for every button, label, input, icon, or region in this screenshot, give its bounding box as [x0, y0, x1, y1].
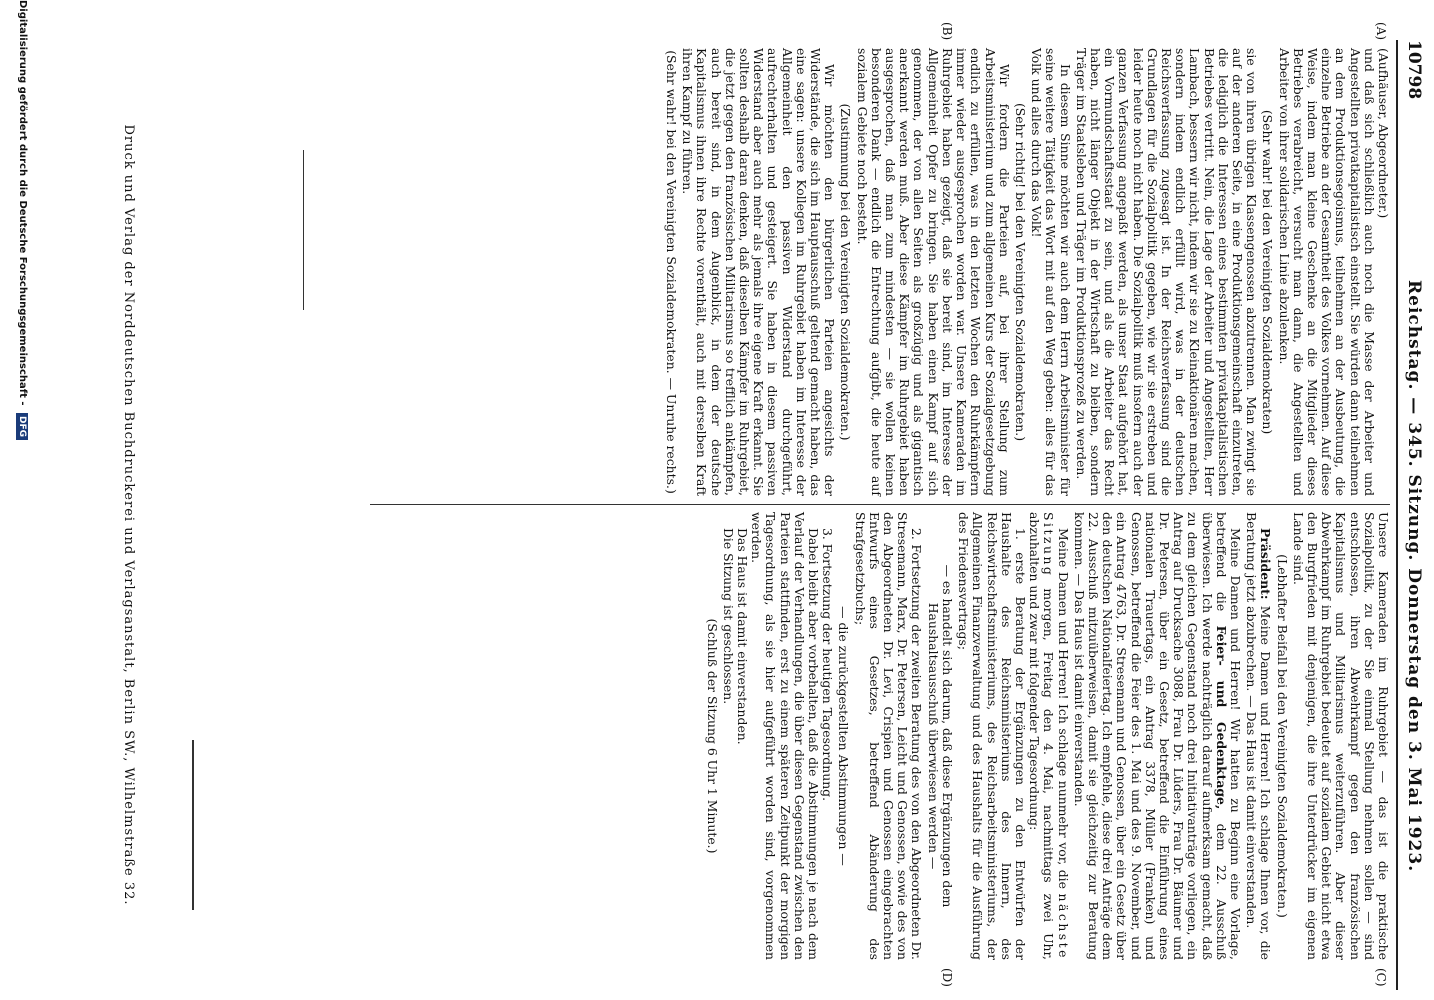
- digitization-note: [16, 0, 28, 1000]
- paragraph: Das Haus ist damit einverstanden.: [735, 528, 751, 745]
- agenda-item: 1. erste Beratung der Ergänzungen zu den Entwürfen der Haushalte des Reichsministeriums des Innern, des Reichswirtschaftsministeriums, des Reichsarbeitsministeriums, der Allgemeinen Finanzverwaltung und des Haushalts für die Ausführung des Friedensvertrags;: [956, 512, 1028, 960]
- separator-rule: [303, 150, 304, 310]
- interjection: (Sehr wahr! bei den Vereinigten Sozialdemokraten. — Unruhe rechts.): [664, 50, 680, 494]
- paragraph: Wir fordern die Parteien auf, bei ihrer Stellung zum Arbeitsministerium und zum allgemeinen Kurs der Sozialgesetzgebung endlich zu erfüllen, was in den letzten Wochen den Ruhrkämpfern immer wieder ausgesprochen worden war. Unsere Kameraden im Ruhrgebiet haben gezeigt, daß sie bereit sind, im Interesse der Allgemeinheit Opfer zu bringen. Sie haben einen Kampf auf sich genommen, der von allen Seiten als großzügig und als gigantisch anerkannt werden muß. Aber diese Kämpfer im Ruhrgebiet haben ausgesprochen, daß man zum mindesten — sie wollen keinen besonderen Dank — endlich die Entrechtung aufgibt, die heute auf sozialem Gebiete noch besteht.: [854, 48, 1012, 496]
- separator-rule: [192, 740, 194, 910]
- agenda-note: — es handelt sich darum, daß diese Ergänzungen dem Haushaltsausschuß überwiesen werden —: [925, 564, 955, 908]
- paragraph: Die Sitzung ist geschlossen.: [720, 528, 736, 705]
- page-title: Reichstag. — 345. Sitzung. Donnerstag den 3. Mai 1923.: [1404, 280, 1424, 873]
- digitization-text: Digitalisierung gefördert durch die Deutsche Forschungsgemeinschaft -: [17, 0, 28, 406]
- interjection: (Sehr richtig! bei den Vereinigten Sozialdemokraten.): [1012, 102, 1028, 442]
- paragraph: Unsere Kameraden im Ruhrgebiet — das ist die praktische Sozialpolitik, zu der Sie einmal Stellung nehmen sollen — sind entschlossen, ihren Abwehrkampf gegen den französischen Kapitalismus und Militarismus weiterzuführen. Aber dieser Abwehrkampf im Ruhrgebiet bedeutet auf sozialem Gebiet nicht etwa den Burgfrieden mit denjenigen, die ihre Unterdrücker im eigenen Lande sind.: [1290, 512, 1391, 960]
- paragraph-text: morgen, Freitag den 4. Mai, nachmittags zwei Uhr, abzuhalten und zwar mit folgender Tagesordnung:: [1027, 512, 1057, 960]
- margin-marker-c: (C): [1374, 968, 1388, 987]
- imprint: Druck und Verlag der Norddeutschen Buchdruckerei und Verlagsanstalt, Berlin SW., Wilhelmstraße 32.: [121, 124, 136, 906]
- agenda-item: 2. Fortsetzung der zweiten Beratung des von den Abgeordneten Dr. Stresemann, Marx, Dr. Petersen, Leicht und Genossen, sowie des von den Abgeordneten Dr. Levi, Crispien und Genossen eingebrachten Entwurfs eines Gesetzes, betreffend Abänderung des Strafgesetzbuchs;: [852, 512, 925, 960]
- paragraph: In diesem Sinne möchten wir auch dem Herrn Arbeitsminister für seine weitere Tätigkeit das Wort mit auf den Weg geben: alles für das Volk und alles durch das Volk!: [1029, 48, 1073, 496]
- column-divider: [370, 504, 1390, 505]
- speaker-name: (Aufhäuser, Abgeordneter.): [1376, 48, 1391, 219]
- paragraph-text: Meine Damen und Herren! Ich schlage Ihnen vor, die Beratung jetzt abzubrechen. — Das Haus ist damit einverstanden.: [1244, 512, 1274, 960]
- right-column: [702, 512, 1390, 960]
- interjection: (Lebhafter Beifall bei den Vereinigten Sozialdemokraten.): [1274, 554, 1290, 918]
- bold-term: Feier- und Gedenktage,: [1213, 625, 1229, 810]
- header-rule: [1396, 40, 1398, 990]
- paragraph-text: dem 22. Ausschuß überwiesen. Ich werde nachträglich darauf aufmerksam gemacht, daß zu dem gleichen Gegenstand noch drei Initiativanträge vorliegen, ein Antrag auf Drucksache 3088, Frau Dr. Lüders, Frau Dr. Bäumer und Dr. Petersen, über ein Gesetz, betreffend die Einführung eines nationalen Trauertags, ein Antrag 3378, Müller (Franken) und Genossen, betreffend die Feier des 1. Mai und des 9. November, und ein Antrag 4763, Dr. Stresemann und Genossen, über ein Gesetz über den deutschen Nationalfeiertag. Ich empfehle, diese drei Anträge dem 22. Ausschuß mitzuüberweisen, damit sie gleichzeitig zur Beratung kommen. — Das Haus ist damit einverstanden.: [1071, 512, 1229, 960]
- margin-marker-a: (A): [1374, 22, 1388, 41]
- interjection: (Sehr wahr! bei den Vereinigten Sozialdemokraten): [1260, 109, 1276, 435]
- margin-marker-d: (D): [940, 968, 954, 987]
- spaced-term: nächste Sitzung: [1041, 512, 1071, 960]
- paragraph: Dabei bleibt aber vorbehalten, daß die Abstimmungen je nach dem Verlauf der Verhandlungen, die über diesen Gegenstand zwischen den Parteien stattfinden, erst zu einem späteren Zeitpunkt der morgigen Tagesordnung, als sie hier aufgeführt worden sind, vorgenommen werden.: [749, 512, 822, 960]
- paragraph-text: Meine Damen und Herren! Ich schlage nunmehr vor, die: [1055, 528, 1071, 889]
- paragraph: und daß sich schließlich auch noch die Masse der Arbeiter und Angestellten privatkapitalistisch einstellt. Sie würden dann teilnehmen an dem Produktionsegoismus, teilnehmen an der Ausbeutung, die einzelne Betriebe an der Gesamtheit des Volkes vornehmen. Auf diese Weise, indem man kleine Geschenke an die Mitglieder dieses Betriebes verabreicht, versucht man dann, die Angestellten und Arbeiter von ihrer solidarischen Linie abzulenken.: [1276, 48, 1377, 496]
- agenda-item: 3. Fortsetzung der heutigen Tagesordnung.: [820, 528, 836, 802]
- paragraph-text: Meine Damen und Herren! Wir hatten zu Beginn eine Vorlage, betreffend die: [1213, 512, 1243, 960]
- left-column: [662, 48, 1390, 496]
- page-number: 10798: [1404, 40, 1424, 100]
- closing-note: (Schluß der Sitzung 6 Uhr 1 Minute.): [704, 618, 720, 854]
- paragraph: Wir möchten den bürgerlichen Parteien angesichts der Widerstände, die sich im Hauptausschuß geltend gemacht haben, das eine sagen: unsere Kollegen im Ruhrgebiet haben im Interesse der Allgemeinheit den passiven Widerstand durchgeführt, aufrechterhalten und gesteigert. Sie haben in diesem passiven Widerstand aber auch mehr als jemals ihre eigene Kraft erkannt. Sie sollten deshalb daran denken, daß dieselben Kämpfer im Ruhrgebiet, die jetzt gegen den französischen Militarismus so trefflich ankämpfen, auch bereit sind, in dem Augenblick, in dem der deutsche Kapitalismus ihnen ihre Rechte vorenthält, auch mit derselben Kraft ihren Kampf zu führen.: [680, 48, 838, 496]
- paragraph: sie von ihren übrigen Klassengenossen abzutrennen. Man zwingt sie auf der anderen Seite, in eine Produktionsgemeinschaft einzutreten, die lediglich die Interessen eines bestimmten privatkapitalistischen Betriebes vertritt. Nein, die Lage der Arbeiter und Angestellten, Herr Lambach, bessern wir nicht, indem wir sie zu Kleinaktionären machen, sondern indem endlich erfüllt wird, was in der deutschen Reichsverfassung zugesagt ist. In der Reichsverfassung sind die Grundlagen für die Sozialpolitik gegeben, wie wir sie erstreben und leider heute noch nicht haben. Die Sozialpolitik muß insofern auch der ganzen Verfassung angepaßt werden, als unser Staat aufgehört hat, ein Vormundschaftsstaat zu sein, und als die Arbeiter das Recht haben, nicht länger Objekt in der Wirtschaft zu bleiben, sondern Träger im Staatsleben und Träger im Produktionsprozeß zu werden.: [1073, 48, 1260, 496]
- interjection: (Zustimmung bei den Vereinigten Sozialdemokraten.): [838, 103, 854, 441]
- margin-marker-b: (B): [940, 22, 954, 41]
- agenda-note: — die zurückgestellten Abstimmungen —: [836, 606, 852, 866]
- page-header: [1398, 40, 1428, 990]
- speaker-label: Präsident:: [1258, 528, 1274, 600]
- dfg-logo: DFG: [16, 413, 28, 440]
